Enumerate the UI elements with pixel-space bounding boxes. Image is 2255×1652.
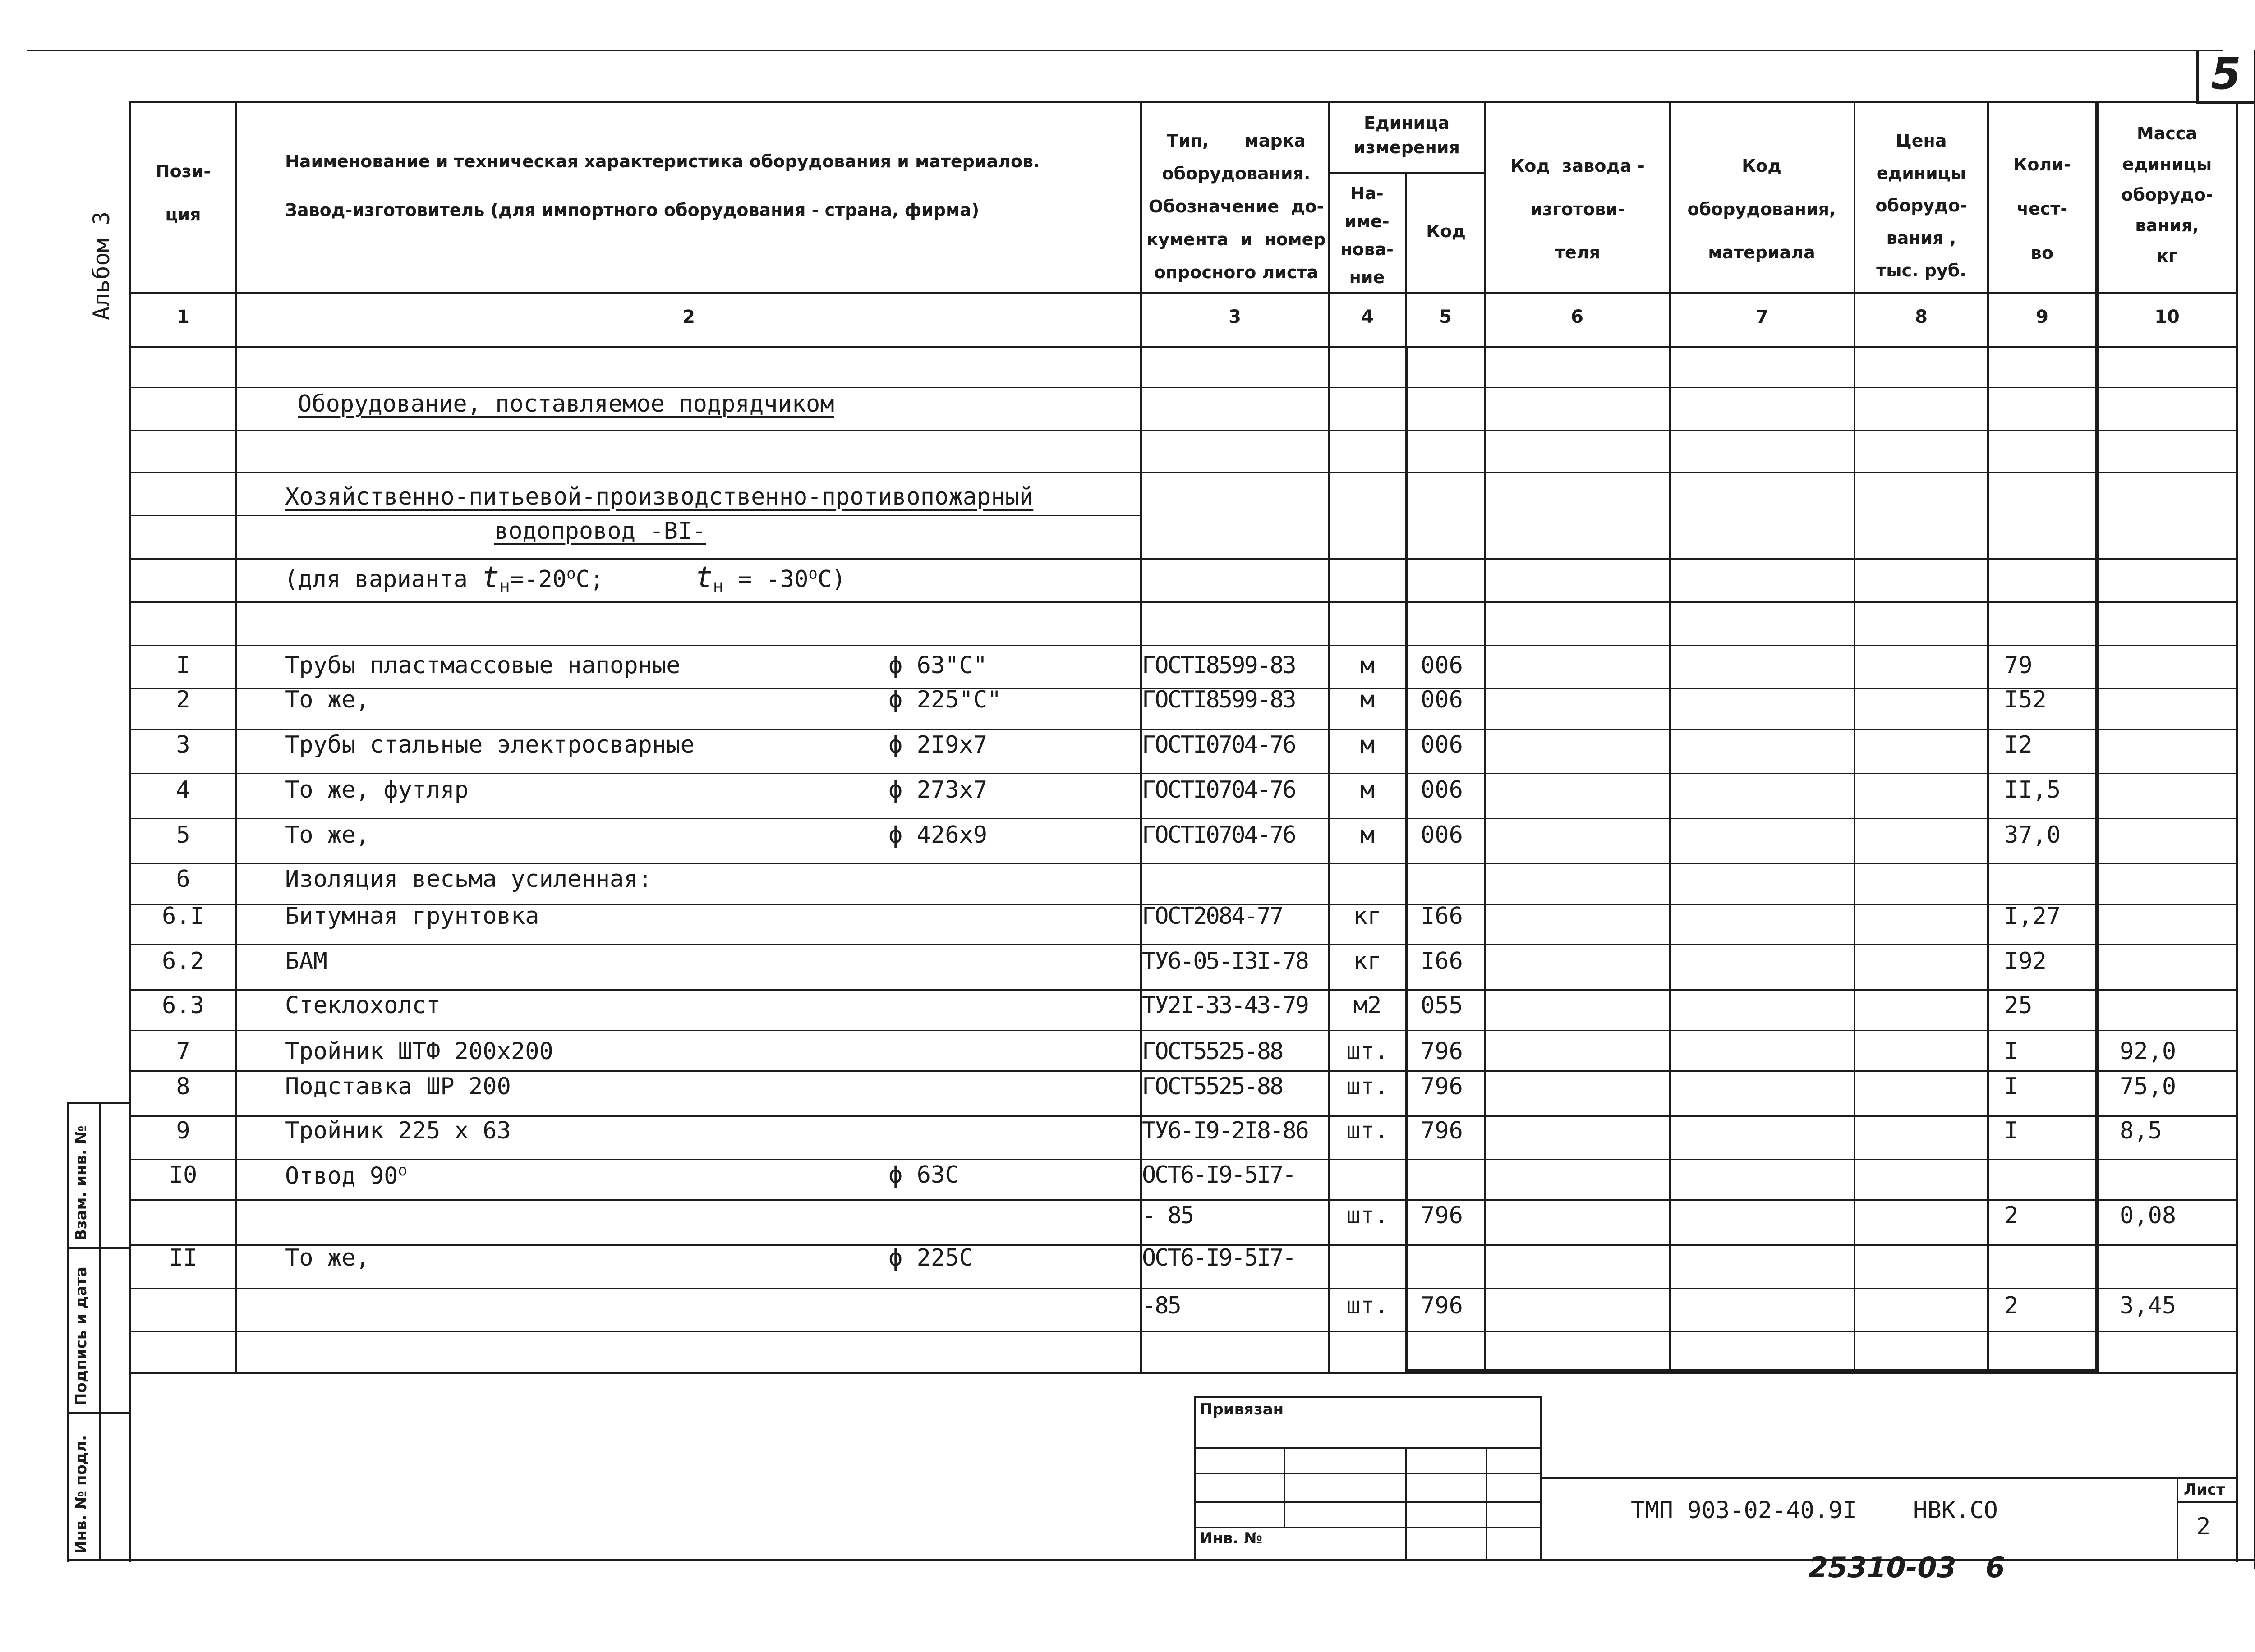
- col-num-7: 7: [1756, 307, 1768, 327]
- cell-name-text: Тройник 225 х 63: [285, 1117, 511, 1144]
- variant-sub1: н: [499, 576, 510, 597]
- archive-number: 25310-03 6: [1809, 1551, 2005, 1584]
- cell-doc: [1142, 903, 1328, 930]
- col-num-2: 2: [682, 307, 695, 327]
- cell-doc-text: ГОСТI0704-76: [1142, 731, 1295, 758]
- cell-qty: [2004, 731, 2094, 758]
- cell-mass: [2120, 1202, 2232, 1229]
- cell-qty: [2004, 903, 2094, 930]
- cell-name: [285, 821, 871, 849]
- cell-code: [1421, 776, 1484, 803]
- cell-doc: [1142, 686, 1328, 713]
- cell-doc: [1142, 731, 1328, 758]
- variant-prefix: (для варианта: [284, 566, 468, 593]
- cell-pos: [131, 1073, 235, 1100]
- cell-doc-text: ГОСТI8599-83: [1142, 686, 1295, 713]
- cell-name: [285, 652, 871, 679]
- variant-c2: C): [817, 566, 846, 593]
- cell-qty: [2004, 821, 2094, 849]
- col-num-1: 1: [177, 307, 189, 327]
- cell-doc: [1142, 821, 1328, 849]
- col-num-9: 9: [2036, 307, 2048, 327]
- cell-dia: [888, 686, 1132, 713]
- cell-dia-text: ϕ 63"C": [888, 652, 988, 679]
- cell-code-text: 006: [1421, 652, 1463, 679]
- cell-pos-text: I0: [169, 1161, 198, 1189]
- cell-unit-text: м: [1360, 821, 1375, 849]
- cell-pos-text: 6.3: [162, 992, 204, 1019]
- cell-pos-text: 9: [176, 1117, 190, 1144]
- cell-dia: [888, 821, 1132, 849]
- cell-code-text: I66: [1421, 948, 1463, 975]
- cell-qty-text: I52: [2004, 686, 2047, 713]
- cell-pos: [131, 1244, 235, 1271]
- sheet-number: 2: [2196, 1513, 2211, 1540]
- cell-unit-text: кг: [1353, 948, 1382, 975]
- variant-t2: t: [695, 561, 713, 594]
- cell-mass-text: 3,45: [2120, 1292, 2177, 1319]
- cell-doc: [1142, 948, 1328, 975]
- col-num-5: 5: [1439, 307, 1452, 327]
- cell-code: [1421, 1073, 1484, 1100]
- sheet-badge: 5: [2211, 49, 2241, 99]
- cell-doc-text: ГОСТI0704-76: [1142, 776, 1295, 803]
- cell-code-text: 006: [1421, 821, 1463, 849]
- cell-qty-text: II,5: [2004, 776, 2061, 803]
- cell-doc-text: ГОСТ5525-88: [1142, 1073, 1283, 1100]
- cell-pos: [131, 992, 235, 1019]
- cell-unit-text: шт.: [1346, 1117, 1389, 1144]
- cell-doc-text: ТУ6-05-I3I-78: [1142, 948, 1308, 975]
- cell-name: [285, 903, 871, 930]
- document-code: ТМП 903-02-40.9I НВК.СО: [1631, 1497, 1998, 1524]
- variant-eq1: =-20: [510, 566, 567, 593]
- cell-mass-text: 8,5: [2120, 1117, 2162, 1144]
- cell-unit: [1330, 686, 1405, 713]
- section-title: Оборудование, поставляемое подрядчиком: [298, 390, 834, 418]
- cell-name-text: Тройник ШТФ 200х200: [285, 1038, 553, 1065]
- cell-name: [285, 992, 871, 1019]
- cell-pos-text: 4: [176, 776, 190, 803]
- header-factory-code: Код завода - изготови- теля: [1510, 156, 1645, 262]
- cell-pos-text: 3: [176, 731, 190, 758]
- cell-qty: [2004, 1202, 2094, 1229]
- cell-pos: [131, 652, 235, 679]
- header-mass: Масса единицы оборудо- вания, кг: [2121, 124, 2213, 266]
- cell-mass: [2120, 1073, 2232, 1100]
- col-num-6: 6: [1571, 307, 1583, 327]
- cell-qty: [2004, 1292, 2094, 1319]
- cell-pos-text: II: [169, 1244, 198, 1271]
- cell-name-text: Трубы пластмассовые напорные: [285, 652, 681, 679]
- cell-dia-text: ϕ 225C: [888, 1244, 973, 1271]
- cell-code: [1421, 686, 1484, 713]
- cell-pos: [131, 1161, 235, 1189]
- cell-dia-text: ϕ 2I9x7: [888, 731, 988, 758]
- cell-unit-text: м: [1360, 776, 1375, 803]
- cell-name-text: То же,: [285, 686, 370, 713]
- cell-code: [1421, 1038, 1484, 1065]
- cell-qty: [2004, 948, 2094, 975]
- cell-pos-text: 6.2: [162, 948, 204, 975]
- header-type: Тип, марка оборудования. Обозначение до- кумента и номер опросного листа: [1146, 131, 1326, 282]
- cell-code: [1421, 652, 1484, 679]
- cell-doc: [1142, 992, 1328, 1019]
- stamp-privyazan: Привязан: [1200, 1400, 1284, 1418]
- cell-name: [285, 1161, 871, 1189]
- header-position: Пози- ция: [155, 161, 211, 225]
- cell-pos: [131, 1038, 235, 1065]
- cell-unit: [1330, 903, 1405, 930]
- cell-mass: [2120, 1292, 2232, 1319]
- cell-doc-text: ГОСТ2084-77: [1142, 903, 1283, 930]
- cell-mass-text: 0,08: [2120, 1202, 2177, 1229]
- col-num-3: 3: [1229, 307, 1241, 327]
- header-unit-code: Код: [1426, 221, 1466, 241]
- cell-pos-text: 5: [176, 821, 190, 849]
- system-title-line2: водопровод -BI-: [494, 518, 706, 545]
- cell-qty: [2004, 652, 2094, 679]
- cell-doc: [1142, 1038, 1328, 1065]
- cell-doc-text: ГОСТ5525-88: [1142, 1038, 1283, 1065]
- cell-mass-text: 92,0: [2120, 1038, 2177, 1065]
- cell-mass: [2120, 1117, 2232, 1144]
- cell-unit: [1330, 1073, 1405, 1100]
- cell-doc-text: -85: [1142, 1292, 1180, 1319]
- cell-unit-text: шт.: [1346, 1073, 1389, 1100]
- cell-unit-text: м: [1360, 686, 1375, 713]
- cell-dia: [888, 776, 1132, 803]
- variant-sub2: н: [713, 576, 724, 597]
- col-num-4: 4: [1361, 307, 1374, 327]
- cell-unit-text: кг: [1353, 903, 1382, 930]
- cell-code-text: 006: [1421, 686, 1463, 713]
- cell-pos: [131, 821, 235, 849]
- cell-dia: [888, 652, 1132, 679]
- col-num-8: 8: [1915, 307, 1928, 327]
- cell-unit: [1330, 1117, 1405, 1144]
- variant-t1: t: [482, 561, 499, 594]
- cell-code-text: I66: [1421, 903, 1463, 930]
- cell-qty-text: I: [2004, 1038, 2019, 1065]
- cell-code: [1421, 992, 1484, 1019]
- cell-pos: [131, 866, 235, 893]
- cell-qty: [2004, 686, 2094, 713]
- cell-unit: [1330, 776, 1405, 803]
- cell-doc: [1142, 1073, 1328, 1100]
- cell-code-text: 006: [1421, 776, 1463, 803]
- cell-qty-text: I,27: [2004, 903, 2061, 930]
- variant-deg1: o: [566, 564, 576, 583]
- cell-code-text: 796: [1421, 1117, 1463, 1144]
- cell-name-text: Подставка ШР 200: [285, 1073, 511, 1100]
- cell-name-text: БАМ: [285, 948, 327, 975]
- cell-qty-text: 2: [2004, 1202, 2019, 1229]
- cell-qty-text: 37,0: [2004, 821, 2061, 849]
- cell-name: [285, 1073, 871, 1100]
- cell-pos: [131, 731, 235, 758]
- cell-qty-text: 79: [2004, 652, 2033, 679]
- cell-doc: [1142, 1202, 1328, 1229]
- cell-unit-text: шт.: [1346, 1038, 1389, 1065]
- cell-qty: [2004, 776, 2094, 803]
- cell-dia: [888, 1161, 1132, 1189]
- cell-qty: [2004, 1117, 2094, 1144]
- cell-unit-text: шт.: [1346, 1292, 1389, 1319]
- cell-unit: [1330, 948, 1405, 975]
- cell-qty: [2004, 1073, 2094, 1100]
- cell-pos-text: I: [176, 652, 190, 679]
- cell-doc-text: ГОСТI8599-83: [1142, 652, 1295, 679]
- cell-doc-text: - 85: [1142, 1202, 1193, 1229]
- cell-code: [1421, 1292, 1484, 1319]
- cell-code-text: 006: [1421, 731, 1463, 758]
- cell-name: [285, 1117, 871, 1144]
- cell-name: [285, 1244, 871, 1271]
- cell-name: [285, 776, 871, 803]
- degree-sup: o: [398, 1161, 407, 1179]
- cell-doc-text: ГОСТI0704-76: [1142, 821, 1295, 849]
- cell-pos-text: 8: [176, 1073, 190, 1100]
- cell-mass-text: 75,0: [2120, 1073, 2177, 1100]
- header-unit: Единица измерения: [1353, 113, 1460, 157]
- cell-qty-text: I: [2004, 1117, 2019, 1144]
- cell-name: [285, 866, 871, 893]
- cell-name: [285, 686, 871, 713]
- cell-pos: [131, 776, 235, 803]
- cell-qty-text: 2: [2004, 1292, 2019, 1319]
- cell-unit-text: м: [1360, 652, 1375, 679]
- system-title-line1: Хозяйственно-питьевой-производственно-противопожарный: [285, 483, 1034, 510]
- header-quantity: Коли- чест- во: [2013, 155, 2071, 263]
- cell-pos-text: 7: [176, 1038, 190, 1065]
- cell-code: [1421, 903, 1484, 930]
- cell-name-text: То же,: [285, 821, 370, 849]
- cell-doc: [1142, 776, 1328, 803]
- cell-doc-text: ОСТ6-I9-5I7-: [1142, 1244, 1295, 1271]
- cell-doc-text: ОСТ6-I9-5I7-: [1142, 1161, 1295, 1189]
- cell-doc: [1142, 1161, 1328, 1189]
- side-label-vzam: Взам. инв. №: [72, 1125, 90, 1241]
- cell-name-text: Битумная грунтовка: [285, 903, 539, 930]
- header-equipment-code: Код оборудования, материала: [1687, 156, 1836, 262]
- cell-doc: [1142, 1244, 1328, 1271]
- cell-code-text: 796: [1421, 1202, 1463, 1229]
- cell-name-text: То же,: [285, 1244, 370, 1271]
- cell-pos-text: 6.I: [162, 903, 204, 930]
- variant-eq2: = -30: [737, 566, 809, 593]
- cell-name-text: Стеклохолст: [285, 992, 441, 1019]
- cell-qty-text: I2: [2004, 731, 2033, 758]
- cell-name-text: Отвод 90: [285, 1162, 398, 1190]
- cell-name: [285, 731, 871, 758]
- album-label: Альбом 3: [88, 211, 115, 320]
- cell-dia: [888, 1244, 1132, 1271]
- header-name-line2: Завод-изготовитель (для импортного оборудования - страна, фирма): [285, 200, 980, 220]
- cell-name: [285, 1038, 871, 1065]
- cell-code-text: 055: [1421, 992, 1463, 1019]
- cell-unit: [1330, 731, 1405, 758]
- cell-unit-text: шт.: [1346, 1202, 1389, 1229]
- cell-pos: [131, 686, 235, 713]
- cell-name: [285, 948, 871, 975]
- cell-doc: [1142, 1117, 1328, 1144]
- header-price: Цена единицы оборудо- вания , тыс. руб.: [1875, 131, 1967, 280]
- cell-dia-text: ϕ 426x9: [888, 821, 988, 849]
- cell-name-text: Трубы стальные электросварные: [285, 731, 695, 758]
- cell-code: [1421, 1117, 1484, 1144]
- cell-unit: [1330, 1292, 1405, 1319]
- cell-qty: [2004, 1038, 2094, 1065]
- cell-dia-text: ϕ 273x7: [888, 776, 988, 803]
- cell-pos: [131, 1117, 235, 1144]
- cell-dia: [888, 731, 1132, 758]
- variant-note: [284, 561, 846, 597]
- cell-doc: [1142, 1292, 1328, 1319]
- side-label-podpis: Подпись и дата: [72, 1267, 90, 1406]
- cell-unit-text: м2: [1353, 992, 1382, 1019]
- cell-code-text: 796: [1421, 1292, 1463, 1319]
- header-name-line1: Наименование и техническая характеристика оборудования и материалов.: [285, 151, 1040, 171]
- cell-name-text: Изоляция весьма усиленная:: [285, 866, 652, 893]
- cell-unit-text: м: [1360, 731, 1375, 758]
- cell-qty: [2004, 992, 2094, 1019]
- cell-code: [1421, 731, 1484, 758]
- cell-unit: [1330, 1202, 1405, 1229]
- cell-qty-text: I: [2004, 1073, 2019, 1100]
- cell-doc-text: ТУ2I-33-43-79: [1142, 992, 1308, 1019]
- side-label-inv-podl: Инв. № подл.: [72, 1435, 90, 1554]
- cell-pos-text: 2: [176, 686, 190, 713]
- cell-unit: [1330, 992, 1405, 1019]
- stamp-inv-no: Инв. №: [1200, 1529, 1263, 1547]
- cell-qty-text: I92: [2004, 948, 2047, 975]
- header-unit-name: На- име- нова- ние: [1340, 184, 1394, 287]
- cell-pos: [131, 903, 235, 930]
- cell-pos: [131, 948, 235, 975]
- cell-unit: [1330, 821, 1405, 849]
- cell-code: [1421, 821, 1484, 849]
- cell-code-text: 796: [1421, 1073, 1463, 1100]
- cell-dia-text: ϕ 63C: [888, 1161, 959, 1189]
- variant-deg2: o: [808, 564, 818, 583]
- sheet-label: Лист: [2184, 1481, 2225, 1499]
- cell-unit: [1330, 652, 1405, 679]
- cell-code: [1421, 1202, 1484, 1229]
- cell-name-text: То же, футляр: [285, 776, 469, 803]
- cell-doc: [1142, 652, 1328, 679]
- cell-mass: [2120, 1038, 2232, 1065]
- col-num-10: 10: [2154, 307, 2180, 327]
- cell-code: [1421, 948, 1484, 975]
- cell-pos-text: 6: [176, 866, 190, 893]
- cell-code-text: 796: [1421, 1038, 1463, 1065]
- variant-c1: C;: [575, 566, 604, 593]
- cell-doc-text: ТУ6-I9-2I8-86: [1142, 1117, 1308, 1144]
- cell-dia-text: ϕ 225"C": [888, 686, 1002, 713]
- cell-qty-text: 25: [2004, 992, 2033, 1019]
- cell-unit: [1330, 1038, 1405, 1065]
